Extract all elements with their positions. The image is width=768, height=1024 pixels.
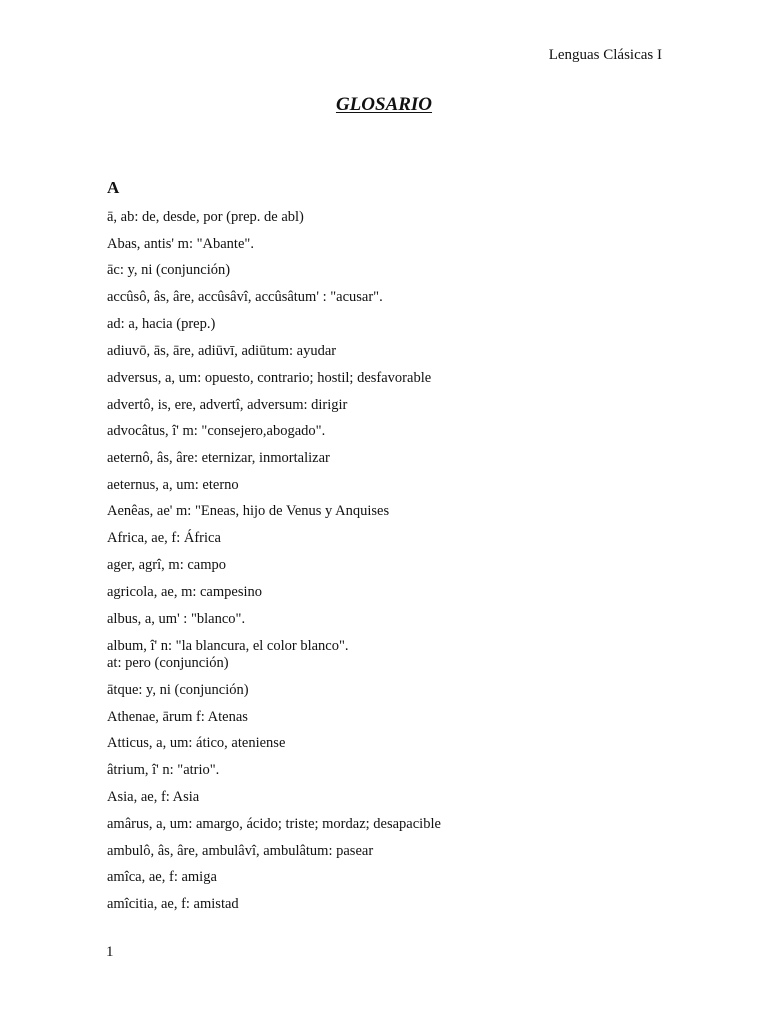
- glossary-entry: Atticus, a, um: ático, ateniense: [107, 735, 286, 751]
- running-header: Lenguas Clásicas I: [548, 47, 662, 63]
- glossary-entry: agricola, ae, m: campesino: [107, 584, 263, 600]
- glossary-entry: album, î' n: "la blancura, el color blanco".: [107, 638, 349, 654]
- glossary-entry: Asia, ae, f: Asia: [107, 789, 200, 805]
- glossary-entry: ātque: y, ni (conjunción): [107, 682, 249, 698]
- glossary-entry: amârus, a, um: amargo, ácido; triste; mordaz; desapacible: [107, 816, 441, 832]
- glossary-entry: aeternus, a, um: eterno: [107, 477, 239, 493]
- glossary-entry: accûsô, âs, âre, accûsâvî, accûsâtum' : "acusar".: [107, 289, 383, 305]
- glossary-entry: advertô, is, ere, advertî, adversum: dirigir: [107, 397, 348, 413]
- glossary-entry: amîca, ae, f: amiga: [107, 869, 217, 885]
- glossary-entry: āc: y, ni (conjunción): [107, 262, 231, 278]
- page-title: GLOSARIO: [335, 94, 433, 115]
- glossary-entry: âtrium, î' n: "atrio".: [107, 762, 220, 778]
- glossary-entry: ad: a, hacia (prep.): [107, 316, 216, 332]
- section-letter-heading: A: [107, 178, 120, 197]
- glossary-entry: Africa, ae, f: África: [107, 530, 221, 546]
- glossary-entry: amîcitia, ae, f: amistad: [107, 896, 239, 912]
- glossary-entry: adversus, a, um: opuesto, contrario; hostil; desfavorable: [107, 370, 432, 386]
- glossary-entry: advocâtus, î' m: "consejero,abogado".: [107, 423, 326, 439]
- glossary-entry: ā, ab: de, desde, por (prep. de abl): [107, 209, 304, 225]
- glossary-entry: Abas, antis' m: "Abante".: [107, 236, 254, 252]
- glossary-entry: Aenêas, ae' m: "Eneas, hijo de Venus y Anquises: [107, 503, 390, 519]
- glossary-entry: ager, agrî, m: campo: [107, 557, 226, 573]
- glossary-entry: aeternô, âs, âre: eternizar, inmortalizar: [107, 450, 330, 466]
- glossary-entry: ambulô, âs, âre, ambulâvî, ambulâtum: pasear: [107, 843, 374, 859]
- page-number: 1: [106, 944, 114, 960]
- glossary-entry: adiuvō, ās, āre, adiūvī, adiūtum: ayudar: [107, 343, 337, 359]
- glossary-entry: albus, a, um' : "blanco".: [107, 611, 246, 627]
- glossary-entry: at: pero (conjunción): [107, 655, 229, 671]
- glossary-entry: Athenae, ārum f: Atenas: [107, 709, 248, 725]
